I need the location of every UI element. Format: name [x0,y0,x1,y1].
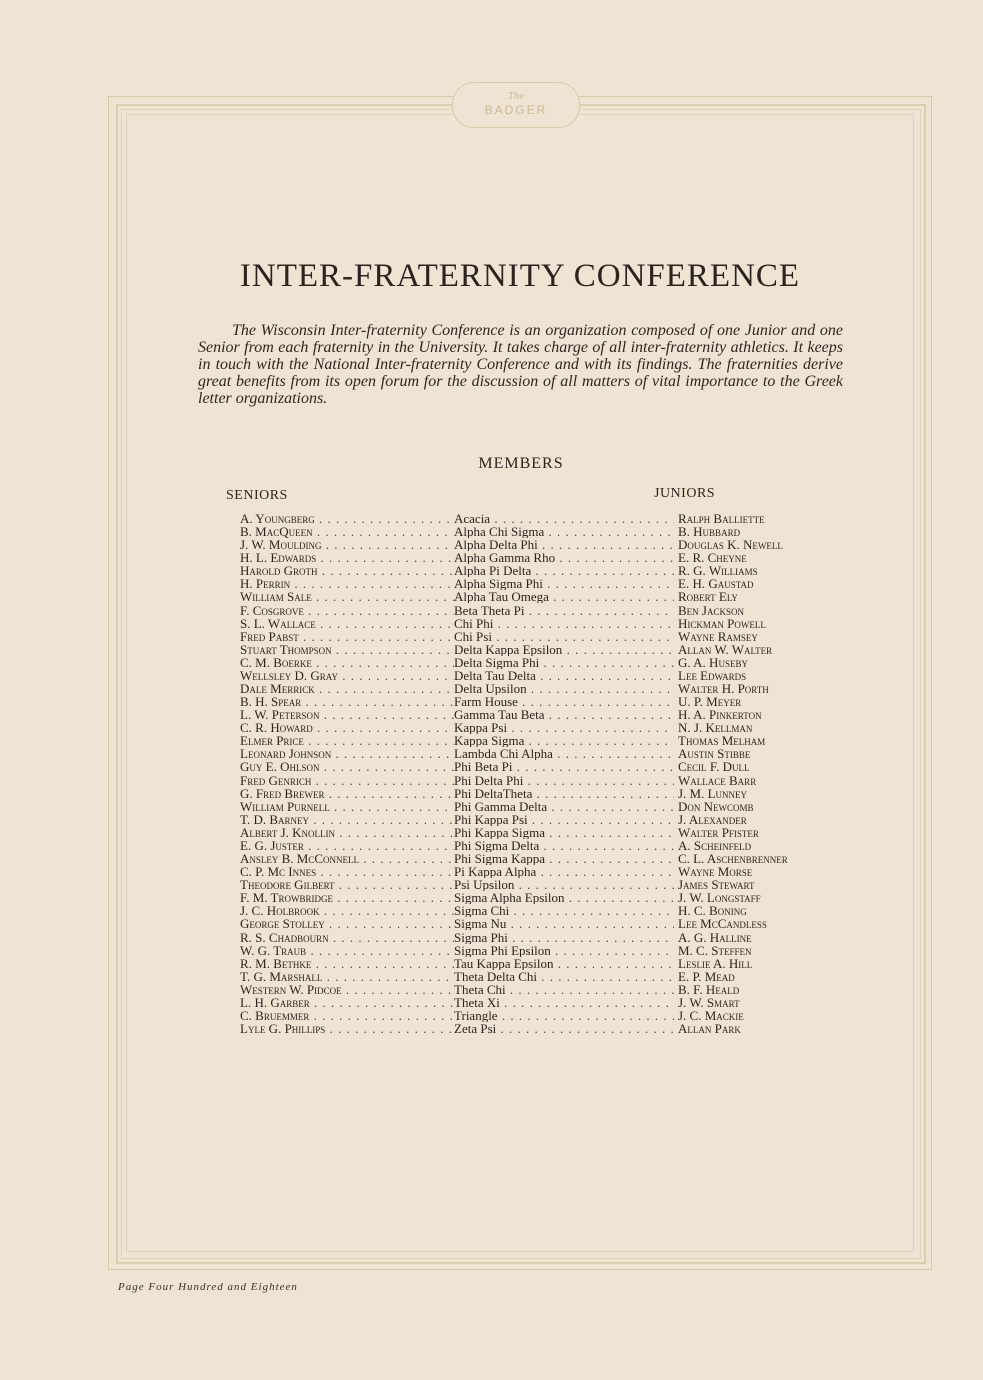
junior-name: A. Scheinfeld [678,838,752,852]
fraternity-name: Kappa Psi . . . [454,721,674,734]
senior-name: R. M. Bethke . . . [240,957,454,970]
table-row [240,604,830,617]
crest-the: The [507,90,525,102]
fraternity-name: Lambda Chi Alpha . . . [454,747,674,760]
table-row [240,760,830,773]
fraternity-name: Phi DeltaTheta . . . [454,787,674,800]
senior-name: F. M. Trowbridge . . . [240,891,454,904]
senior-name: C. R. Howard . . . [240,721,454,734]
senior-name: C. Bruemmer . . . [240,1009,454,1022]
page-title: INTER-FRATERNITY CONFERENCE [239,258,801,294]
junior-name: G. A. Huseby [678,655,748,669]
table-row [240,787,830,800]
senior-name: E. G. Juster . . . [240,839,454,852]
table-row [240,734,830,747]
fraternity-name: Delta Upsilon . . . [454,682,674,695]
senior-name: J. C. Holbrook . . . [240,904,454,917]
junior-name: E. H. Gaustad [678,577,754,591]
table-row [240,708,830,721]
table-row [240,512,830,525]
fraternity-name: Sigma Chi . . . [454,904,674,917]
table-row [240,630,830,643]
table-row [240,826,830,839]
page-number-footer: Page Four Hundred and Eighteen [118,1281,298,1293]
junior-name: E. P. Mead [678,969,735,983]
senior-name: Wellsley D. Gray . . . [240,669,454,682]
junior-name: Walter Pfister [678,825,759,839]
table-row [240,695,830,708]
table-row [240,839,830,852]
senior-name: Harold Groth . . . [240,564,454,577]
fraternity-name: Alpha Tau Omega . . . [454,590,674,603]
fraternity-name: Phi Gamma Delta . . . [454,800,674,813]
senior-name: S. L. Wallace . . . [240,617,454,630]
fraternity-name: Theta Xi . . . [454,996,674,1009]
fraternity-name: Triangle . . . [454,1009,674,1022]
junior-name: Lee McCandless [678,917,767,931]
fraternity-name: Beta Theta Pi . . . [454,604,674,617]
table-row [240,774,830,787]
senior-name: J. W. Moulding . . . [240,538,454,551]
fraternity-name: Phi Sigma Delta . . . [454,839,674,852]
table-row [240,538,830,551]
junior-name: U. P. Meyer [678,695,742,709]
junior-name: Douglas K. Newell [678,538,783,552]
intro-paragraph: The Wisconsin Inter-fraternity Conference is an organization composed of one Junior and one Senior from each fraternity in the University. It takes charge of all inter-fraternity athletics. It keeps in touch with the National Inter-fraternity Conference and with its findings. The fraternities derive great benefits from its open forum for the discussion of all matters of vital importance to the Greek letter organizations. [198,322,843,407]
fraternity-name: Pi Kappa Alpha . . . [454,865,674,878]
senior-name: L. H. Garber . . . [240,996,454,1009]
senior-name: C. M. Boerke . . . [240,656,454,669]
fraternity-name: Phi Kappa Psi . . . [454,813,674,826]
senior-name: Guy E. Ohlson . . . [240,760,454,773]
seniors-heading: SENIORS [226,488,288,503]
fraternity-name: Alpha Pi Delta . . . [454,564,674,577]
members-heading: MEMBERS [478,455,564,472]
junior-name: Walter H. Porth [678,682,769,696]
junior-name: J. C. Mackie [678,1008,744,1022]
fraternity-name: Sigma Nu . . . [454,917,674,930]
table-row [240,957,830,970]
senior-name: R. S. Chadbourn . . . [240,931,454,944]
junior-name: J. W. Longstaff [678,891,761,905]
junior-name: H. C. Boning [678,904,747,918]
junior-name: Leslie A. Hill [678,956,753,970]
crest-name: BADGER [484,103,548,117]
fraternity-name: Phi Delta Phi . . . [454,774,674,787]
junior-name: Lee Edwards [678,668,747,682]
senior-name: Elmer Price . . . [240,734,454,747]
fraternity-name: Sigma Phi Epsilon . . . [454,944,674,957]
fraternity-name: Phi Beta Pi . . . [454,760,674,773]
table-row [240,682,830,695]
fraternity-name: Delta Tau Delta . . . [454,669,674,682]
table-row [240,590,830,603]
fraternity-name: Alpha Delta Phi . . . [454,538,674,551]
senior-name: Albert J. Knollin . . . [240,826,454,839]
senior-name: C. P. Mc Innes . . . [240,865,454,878]
table-row [240,996,830,1009]
junior-name: Hickman Powell [678,616,766,630]
fraternity-name: Theta Delta Chi . . . [454,970,674,983]
table-row [240,747,830,760]
senior-name: G. Fred Brewer . . . [240,787,454,800]
junior-name: Allan W. Walter [678,642,773,656]
junior-name: M. C. Steffen [678,943,752,957]
senior-name: B. MacQueen . . . [240,525,454,538]
fraternity-name: Farm House . . . [454,695,674,708]
fraternity-name: Sigma Alpha Epsilon . . . [454,891,674,904]
senior-name: B. H. Spear . . . [240,695,454,708]
junior-name: James Stewart [678,878,755,892]
junior-name: Don Newcomb [678,799,754,813]
fraternity-name: Delta Kappa Epsilon . . . [454,643,674,656]
fraternity-name: Alpha Sigma Phi . . . [454,577,674,590]
junior-name: Allan Park [678,1022,741,1036]
table-row [240,878,830,891]
table-row [240,564,830,577]
senior-name: T. D. Barney . . . [240,813,454,826]
senior-name: Stuart Thompson . . . [240,643,454,656]
junior-name: Wayne Morse [678,865,753,879]
senior-name: Theodore Gilbert . . . [240,878,454,891]
fraternity-name: Zeta Psi . . . [454,1022,674,1035]
table-row [240,813,830,826]
junior-name: E. R. Cheyne [678,551,747,565]
fraternity-name: Sigma Phi . . . [454,931,674,944]
junior-name: N. J. Kellman [678,721,753,735]
table-row [240,970,830,983]
table-row [240,577,830,590]
junior-name: Robert Ely [678,590,738,604]
table-row [240,669,830,682]
junior-name: J. M. Lunney [678,786,748,800]
fraternity-name: Acacia . . . [454,512,674,525]
fraternity-name: Delta Sigma Phi . . . [454,656,674,669]
table-row [240,944,830,957]
fraternity-name: Chi Phi . . . [454,617,674,630]
junior-name: B. F. Heald [678,982,740,996]
senior-name: H. Perrin . . . [240,577,454,590]
junior-name: J. Alexander [678,812,747,826]
senior-name: L. W. Peterson . . . [240,708,454,721]
junior-name: Ben Jackson [678,603,744,617]
senior-name: Leonard Johnson . . . [240,747,454,760]
members-table [240,512,830,1035]
junior-name: Ralph Balliette [678,512,765,525]
junior-name: Cecil F. Dull [678,760,750,774]
junior-name: Wallace Barr [678,773,757,787]
table-row [240,931,830,944]
table-row [240,852,830,865]
table-row [240,800,830,813]
senior-name: Fred Genrich . . . [240,774,454,787]
table-row [240,865,830,878]
table-row [240,551,830,564]
senior-name: Fred Pabst . . . [240,630,454,643]
fraternity-name: Theta Chi . . . [454,983,674,996]
fraternity-name: Alpha Gamma Rho . . . [454,551,674,564]
fraternity-name: Chi Psi . . . [454,630,674,643]
fraternity-name: Kappa Sigma . . . [454,734,674,747]
table-row [240,904,830,917]
fraternity-name: Alpha Chi Sigma . . . [454,525,674,538]
junior-name: A. G. Halline [678,930,752,944]
senior-name: Western W. Pidcoe . . . [240,983,454,996]
senior-name: H. L. Edwards . . . [240,551,454,564]
senior-name: George Stolley . . . [240,917,454,930]
junior-name: R. G. Williams [678,564,758,578]
senior-name: Lyle G. Phillips . . . [240,1022,454,1035]
table-row [240,721,830,734]
table-row [240,617,830,630]
fraternity-name: Tau Kappa Epsilon . . . [454,957,674,970]
juniors-heading: JUNIORS [654,486,716,501]
badger-crest-logo [452,82,580,128]
senior-name: F. Cosgrove . . . [240,604,454,617]
table-row [240,891,830,904]
junior-name: H. A. Pinkerton [678,708,762,722]
senior-name: Dale Merrick . . . [240,682,454,695]
junior-name: J. W. Smart [678,995,740,1009]
fraternity-name: Gamma Tau Beta . . . [454,708,674,721]
table-row [240,983,830,996]
fraternity-name: Phi Sigma Kappa . . . [454,852,674,865]
senior-name: T. G. Marshall . . . [240,970,454,983]
senior-name: William Purnell . . . [240,800,454,813]
junior-name: B. Hubbard [678,525,741,539]
senior-name: William Sale . . . [240,590,454,603]
fraternity-name: Phi Kappa Sigma . . . [454,826,674,839]
junior-name: Austin Stibbe [678,747,751,761]
table-row [240,525,830,538]
senior-name: Ansley B. McConnell . . . [240,852,454,865]
table-row [240,1022,830,1035]
senior-name: W. G. Traub . . . [240,944,454,957]
junior-name: Wayne Ramsey [678,629,758,643]
table-row [240,656,830,669]
senior-name: A. Youngberg . . . [240,512,454,525]
junior-name: Thomas Melham [678,734,766,748]
fraternity-name: Psi Upsilon . . . [454,878,674,891]
table-row [240,1009,830,1022]
table-row [240,917,830,930]
table-row [240,643,830,656]
junior-name: C. L. Aschenbrenner [678,852,788,866]
